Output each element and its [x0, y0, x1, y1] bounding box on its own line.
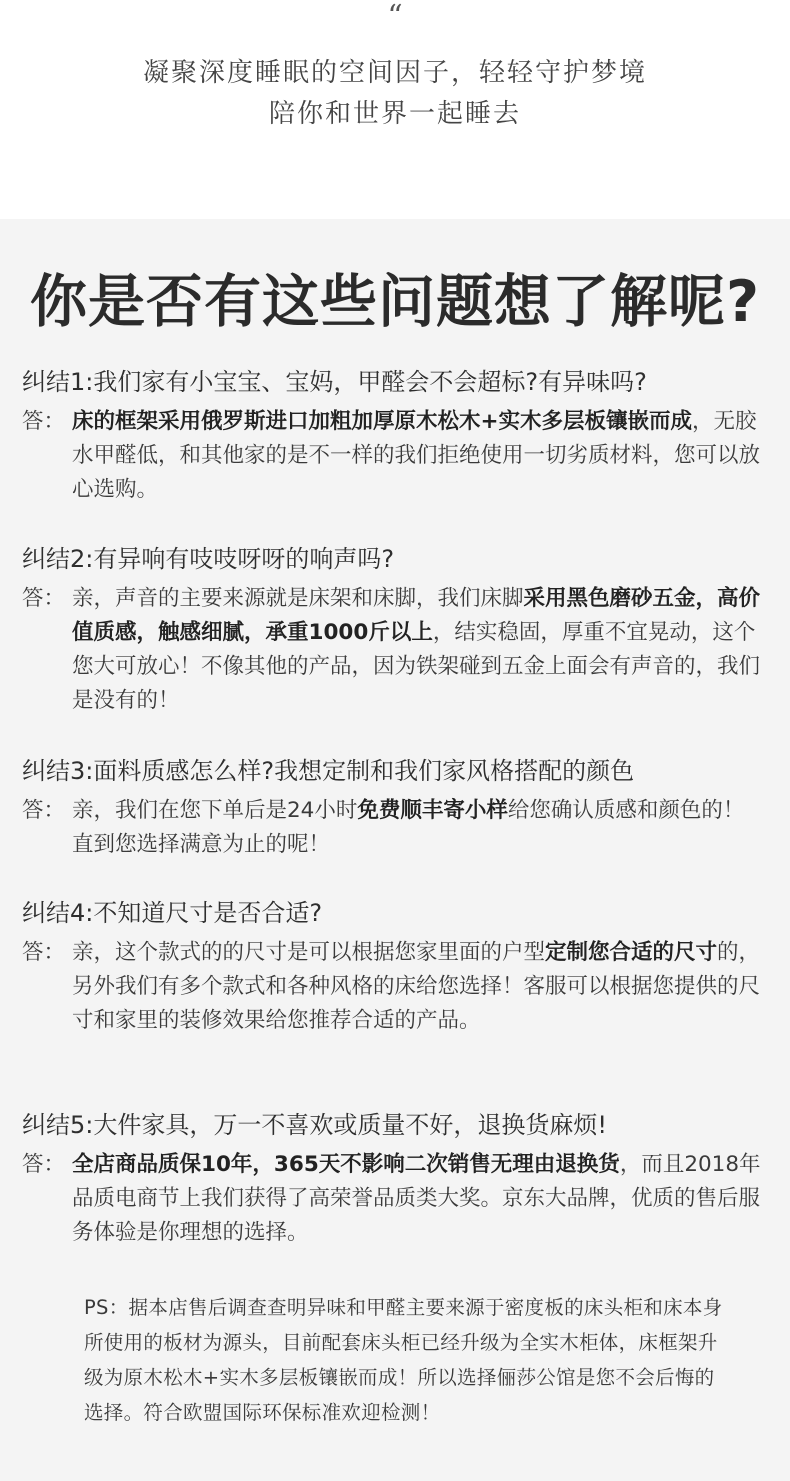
faq-question-2: 纠结2:有异响有吱吱呀呀的响声吗?: [22, 545, 395, 573]
answer-body: ，结实稳固，厚重不宜晃动，这个您大可放心！不像其他的产品，因为铁架碰到五金上面会有声音的，我们是没有的！: [72, 620, 761, 713]
answer-highlight: 全店商品质保10年，365天不影响二次销售无理由退换货: [72, 1152, 620, 1177]
faq-item-3: [22, 754, 762, 862]
faq-question-3: 纠结3:面料质感怎么样?我想定制和我们家风格搭配的颜色: [22, 757, 635, 785]
faq-answer-4: [22, 936, 762, 1038]
answer-body: ，而且2018年品质电商节上我们获得了高荣誉品质类大奖。京东大品牌，优质的售后服务体验是你理想的选择。: [72, 1152, 761, 1245]
answer-highlight: 定制您合适的尺寸: [545, 940, 718, 965]
hero-section: [0, 0, 790, 219]
faq-question-4: 纠结4:不知道尺寸是否合适?: [22, 899, 323, 927]
hero-tagline-line-1: 凝聚深度睡眠的空间因子，轻轻守护梦境: [142, 58, 647, 88]
hero-tagline-line-2: 陪你和世界一起睡去: [268, 99, 521, 129]
answer-label: 答：: [22, 1152, 66, 1177]
answer-text: [72, 582, 762, 718]
faq-answer-2: [22, 582, 762, 718]
answer-label: 答：: [22, 940, 66, 965]
quote-mark-icon: “: [387, 0, 403, 34]
answer-body: 的，另外我们有多个款式和各种风格的床给您选择！客服可以根据您提供的尺寸和家里的装修效果给您推荐合适的产品。: [72, 940, 761, 1033]
faq-question-5: 纠结5:大件家具，万一不喜欢或质量不好，退换货麻烦!: [22, 1111, 607, 1139]
answer-body: 亲，这个款式的的尺寸是可以根据您家里面的户型: [72, 940, 546, 965]
answer-text: [72, 936, 762, 1038]
answer-body: 亲，声音的主要来源就是床架和床脚，我们床脚: [72, 586, 524, 611]
answer-body: 给您确认质感和颜色的！直到您选择满意为止的呢！: [72, 798, 745, 857]
answer-highlight: 采用黑色磨砂五金，高价值质感，触感细腻，承重1000斤以上: [72, 586, 761, 645]
faq-question-1: 纠结1:我们家有小宝宝、宝妈，甲醛会不会超标?有异味吗?: [22, 368, 647, 396]
answer-label: 答：: [22, 586, 66, 611]
faq-item-1: [22, 365, 762, 507]
faq-answer-5: [22, 1148, 762, 1250]
answer-text: [72, 794, 762, 862]
faq-answer-3: [22, 794, 762, 862]
faq-item-2: [22, 542, 762, 718]
answer-text: [72, 405, 762, 507]
faq-section: [0, 219, 790, 1481]
answer-body: ，无胶水甲醛低，和其他家的是不一样的我们拒绝使用一切劣质材料，您可以放心选购。: [72, 409, 761, 502]
faq-title: 你是否有这些问题想了解呢?: [29, 269, 761, 335]
answer-label: 答：: [22, 409, 66, 434]
answer-body: 亲，我们在您下单后是24小时: [72, 798, 358, 823]
faq-answer-1: [22, 405, 762, 507]
faq-item-4: [22, 896, 762, 1038]
ps-note: PS：据本店售后调查查明异味和甲醛主要来源于密度板的床头柜和床本身所使用的板材为源头，目前配套床头柜已经升级为全实木柜体，床框架升级为原木松木+实木多层板镶嵌而成！所以选择俪莎公馆是您不会后悔的选择。符合欧盟国际环保标准欢迎检测！: [84, 1296, 723, 1424]
answer-highlight: 免费顺丰寄小样: [357, 798, 508, 823]
answer-text: [72, 1148, 762, 1250]
faq-item-5: [22, 1108, 762, 1250]
answer-label: 答：: [22, 798, 66, 823]
answer-highlight: 床的框架采用俄罗斯进口加粗加厚原木松木+实木多层板镶嵌而成: [72, 409, 693, 434]
